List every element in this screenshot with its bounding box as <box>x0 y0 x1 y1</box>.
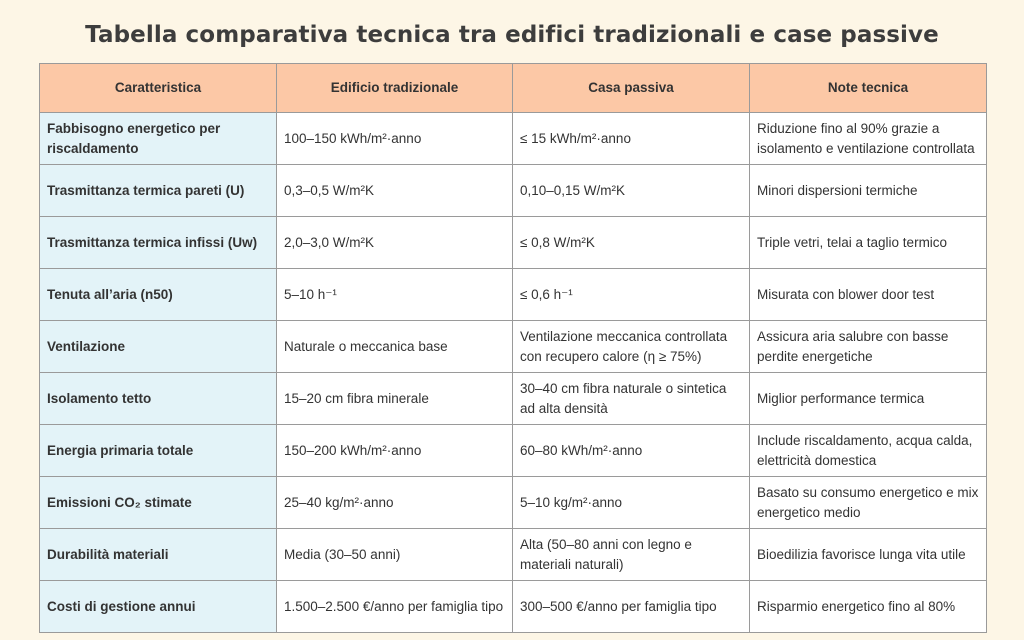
note-cell: Miglior performance termica <box>750 373 987 425</box>
comparison-table <box>39 63 987 633</box>
table-row <box>40 477 987 529</box>
passive-cell: 300–500 €/anno per famiglia tipo <box>513 581 750 633</box>
table-row <box>40 321 987 373</box>
note-cell: Include riscaldamento, acqua calda, elettricità domestica <box>750 425 987 477</box>
passive-cell: 30–40 cm fibra naturale o sintetica ad alta densità <box>513 373 750 425</box>
traditional-cell: 100–150 kWh/m²·anno <box>277 113 513 165</box>
feature-cell: Tenuta all’aria (n50) <box>40 269 277 321</box>
traditional-cell: 150–200 kWh/m²·anno <box>277 425 513 477</box>
note-cell: Misurata con blower door test <box>750 269 987 321</box>
table-row <box>40 425 987 477</box>
table-header-row <box>40 64 987 113</box>
passive-cell: 0,10–0,15 W/m²K <box>513 165 750 217</box>
table-row <box>40 529 987 581</box>
note-cell: Triple vetri, telai a taglio termico <box>750 217 987 269</box>
traditional-cell: 2,0–3,0 W/m²K <box>277 217 513 269</box>
feature-cell: Isolamento tetto <box>40 373 277 425</box>
traditional-cell: 5–10 h⁻¹ <box>277 269 513 321</box>
passive-cell: ≤ 0,8 W/m²K <box>513 217 750 269</box>
note-cell: Minori dispersioni termiche <box>750 165 987 217</box>
feature-cell: Energia primaria totale <box>40 425 277 477</box>
traditional-cell: 25–40 kg/m²·anno <box>277 477 513 529</box>
table-row <box>40 373 987 425</box>
traditional-cell: Naturale o meccanica base <box>277 321 513 373</box>
table-row <box>40 217 987 269</box>
header-cell: Edificio tradizionale <box>277 64 513 113</box>
passive-cell: Alta (50–80 anni con legno e materiali naturali) <box>513 529 750 581</box>
feature-cell: Trasmittanza termica infissi (Uw) <box>40 217 277 269</box>
feature-cell: Costi di gestione annui <box>40 581 277 633</box>
note-cell: Assicura aria salubre con basse perdite energetiche <box>750 321 987 373</box>
feature-cell: Durabilità materiali <box>40 529 277 581</box>
passive-cell: 5–10 kg/m²·anno <box>513 477 750 529</box>
header-cell: Caratteristica <box>40 64 277 113</box>
traditional-cell: 0,3–0,5 W/m²K <box>277 165 513 217</box>
header-cell: Note tecnica <box>750 64 987 113</box>
passive-cell: Ventilazione meccanica controllata con recupero calore (η ≥ 75%) <box>513 321 750 373</box>
note-cell: Risparmio energetico fino al 80% <box>750 581 987 633</box>
note-cell: Bioedilizia favorisce lunga vita utile <box>750 529 987 581</box>
note-cell: Basato su consumo energetico e mix energetico medio <box>750 477 987 529</box>
table-row <box>40 165 987 217</box>
passive-cell: 60–80 kWh/m²·anno <box>513 425 750 477</box>
traditional-cell: 1.500–2.500 €/anno per famiglia tipo <box>277 581 513 633</box>
traditional-cell: Media (30–50 anni) <box>277 529 513 581</box>
feature-cell: Fabbisogno energetico per riscaldamento <box>40 113 277 165</box>
passive-cell: ≤ 0,6 h⁻¹ <box>513 269 750 321</box>
feature-cell: Trasmittanza termica pareti (U) <box>40 165 277 217</box>
feature-cell: Emissioni CO₂ stimate <box>40 477 277 529</box>
passive-cell: ≤ 15 kWh/m²·anno <box>513 113 750 165</box>
header-cell: Casa passiva <box>513 64 750 113</box>
traditional-cell: 15–20 cm fibra minerale <box>277 373 513 425</box>
table-row <box>40 269 987 321</box>
note-cell: Riduzione fino al 90% grazie a isolamento e ventilazione controllata <box>750 113 987 165</box>
table-row <box>40 581 987 633</box>
feature-cell: Ventilazione <box>40 321 277 373</box>
table-row <box>40 113 987 165</box>
page-title: Tabella comparativa tecnica tra edifici tradizionali e case passive <box>85 22 939 48</box>
